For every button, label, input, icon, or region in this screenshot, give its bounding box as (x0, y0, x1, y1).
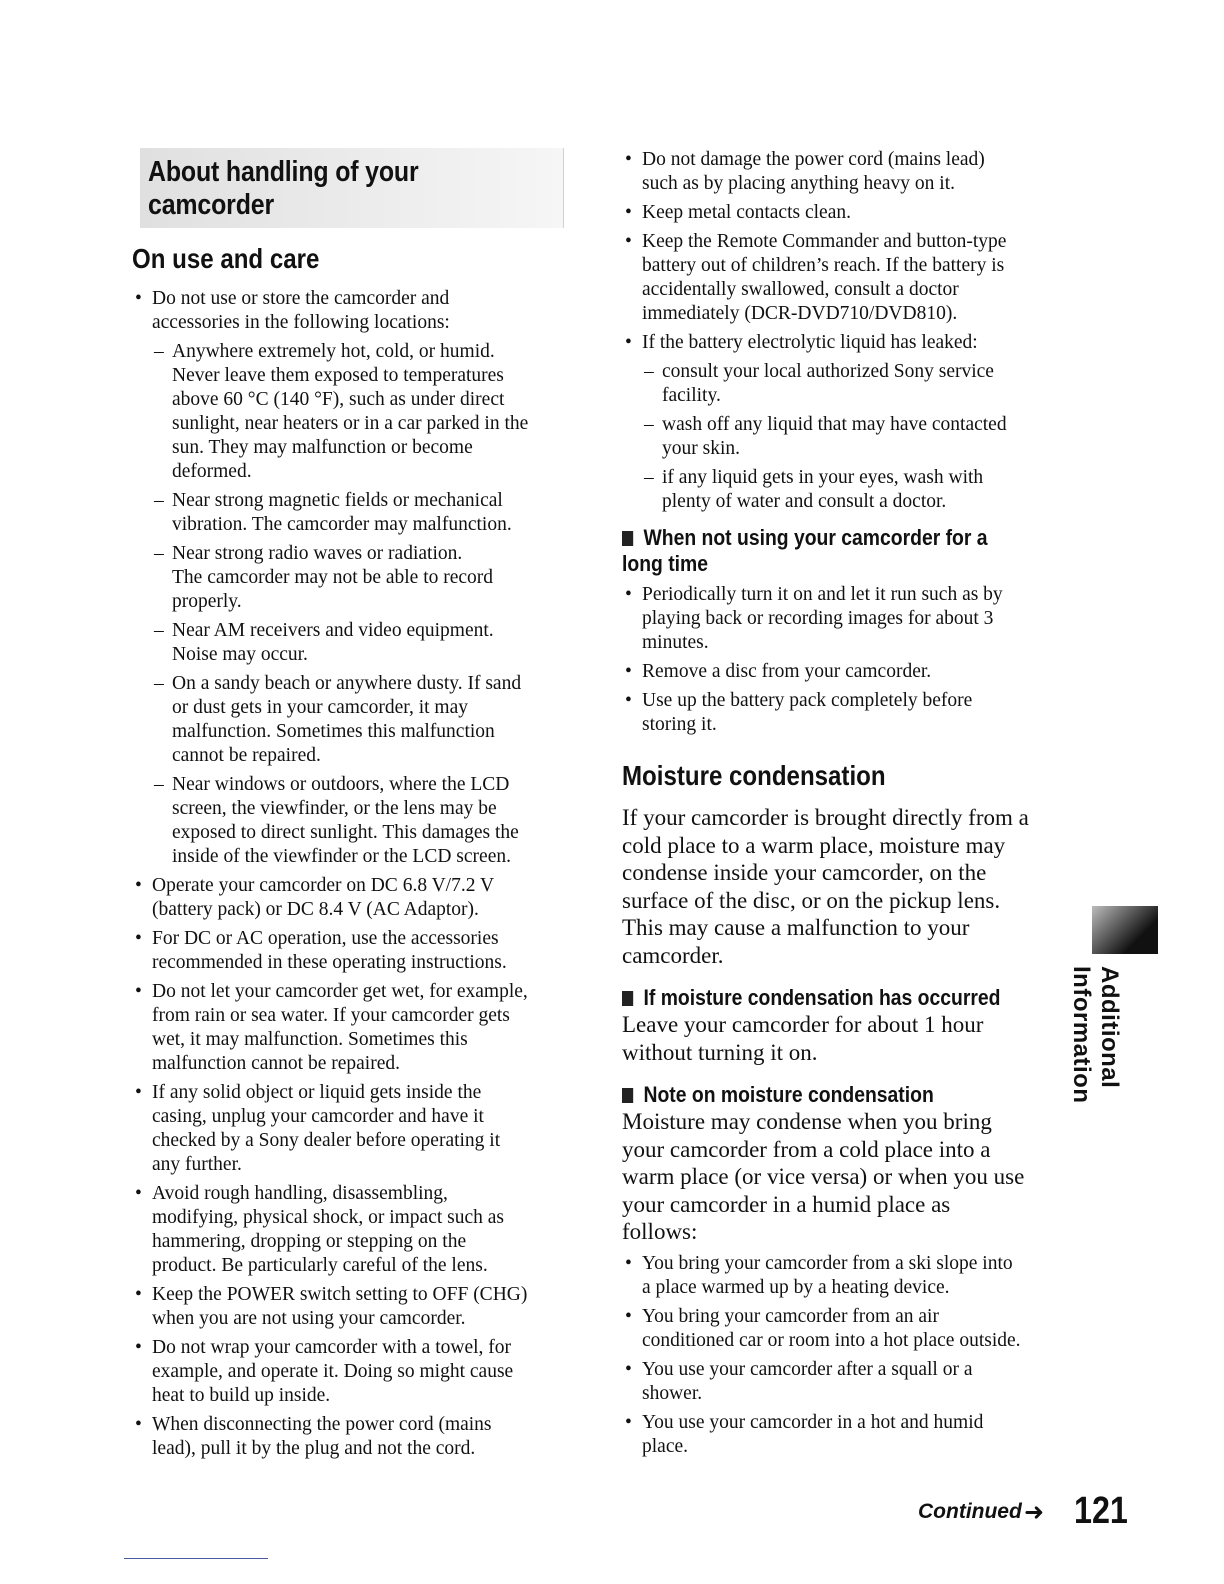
list-item: • When disconnecting the power cord (mains lead), pull it by the plug and not the cord. (132, 1413, 572, 1461)
page-number: 121 (1074, 1490, 1128, 1532)
subheading-use-care: On use and care (132, 243, 320, 274)
arrow-right-icon: ➜ (1024, 1498, 1045, 1526)
list-item: • If any solid object or liquid gets inside the casing, unplug your camcorder and have it checked by a Sony dealer before operating it any further. (132, 1081, 572, 1177)
not-using-list (622, 583, 1062, 737)
section-title: About handling of your camcorder (148, 156, 419, 221)
section-tab-marker (1092, 906, 1158, 954)
left-column (132, 148, 572, 1466)
section-title-box (140, 148, 564, 228)
list-item: • You use your camcorder in a hot and humid place. (622, 1411, 1062, 1459)
care-list (132, 287, 572, 1461)
list-item: • Avoid rough handling, disassembling, modifying, physical shock, or impact such as hammering, dropping or stepping on the product. Be particularly careful of the lens. (132, 1182, 572, 1278)
list-item: – Near windows or outdoors, where the LCD screen, the viewfinder, or the lens may be exposed to direct sunlight. This damages the inside of the viewfinder or the LCD screen. (152, 773, 572, 869)
side-section-label: Additional Information (1068, 966, 1123, 1104)
list-item: • Do not wrap your camcorder with a towel, for example, and operate it. Doing so might cause heat to build up inside. (132, 1336, 572, 1408)
list-item: • Periodically turn it on and let it run such as by playing back or recording images for about 3 minutes. (622, 583, 1062, 655)
occurred-paragraph: Leave your camcorder for about 1 hour without turning it on. (622, 1012, 984, 1065)
list-item: • Operate your camcorder on DC 6.8 V/7.2 V (battery pack) or DC 8.4 V (AC Adaptor). (132, 874, 572, 922)
moisture-paragraph: If your camcorder is brought directly from a cold place to a warm place, moisture may condense inside your camcorder, on the surface of the disc, or on the pickup lens. This may cause a malfunction to your camcorder. (622, 805, 1029, 968)
list-item: – if any liquid gets in your eyes, wash with plenty of water and consult a doctor. (642, 466, 1062, 514)
right-column (622, 148, 1062, 1464)
list-item: • Keep the Remote Commander and button-type battery out of children’s reach. If the battery is accidentally swallowed, consult a doctor immediately (DCR-DVD710/DVD810). (622, 230, 1062, 326)
footer-rule (124, 1558, 268, 1559)
list-item: • If the battery electrolytic liquid has leaked: – consult your local authorized Sony service facility. – wash off any liquid that may have contacted your skin. – if any liquid gets in your eyes, wash with plenty of water and consult a doctor. (622, 331, 1062, 514)
list-item: • Remove a disc from your camcorder. (622, 660, 1062, 684)
leak-list (642, 360, 1062, 514)
square-bullet-icon (622, 1088, 633, 1103)
list-item: • Do not use or store the camcorder and accessories in the following locations: – Anywhere extremely hot, cold, or humid. Never leave them exposed to temperatures above 60 °C (140 °F), such as under direct sunlight, near heaters or in a car parked in the sun. They may malfunction or become deformed. – Near strong magnetic fields or mechanical vibration. The camcorder may malfunction. – Near strong radio waves or radiation. The camcorder may not be able to record properly. – Near AM receivers and video equipment. Noise may occur. – On a sandy beach or anywhere dusty. If sand or dust gets in your camcorder, it may malfunction. Sometimes this malfunction cannot be repaired. – Near windows or outdoors, where the LCD screen, the viewfinder, or the lens may be exposed to direct sunlight. This damages the inside of the viewfinder or the LCD screen. (132, 287, 572, 869)
list-item: • Keep the POWER switch setting to OFF (CHG) when you are not using your camcorder. (132, 1283, 572, 1331)
list-item: • You bring your camcorder from an air conditioned car or room into a hot place outside. (622, 1305, 1062, 1353)
continued-label: Continued (918, 1500, 1022, 1523)
location-list (152, 340, 572, 869)
list-item: • For DC or AC operation, use the accessories recommended in these operating instructions. (132, 927, 572, 975)
list-item: – consult your local authorized Sony service facility. (642, 360, 1062, 408)
note-list (622, 1252, 1062, 1459)
care-list-continued (622, 148, 1062, 514)
list-item: – Near AM receivers and video equipment. Noise may occur. (152, 619, 572, 667)
heading-note: Note on moisture condensation (622, 1082, 1061, 1108)
list-item: – wash off any liquid that may have contacted your skin. (642, 413, 1062, 461)
list-item: • Keep metal contacts clean. (622, 201, 1062, 225)
list-item: – Near strong magnetic fields or mechanical vibration. The camcorder may malfunction. (152, 489, 572, 537)
list-item: • You use your camcorder after a squall or a shower. (622, 1358, 1062, 1406)
list-item: – Anywhere extremely hot, cold, or humid. Never leave them exposed to temperatures above 60 °C (140 °F), such as under direct sunlight, near heaters or in a car parked in the sun. They may malfunction or become deformed. (152, 340, 572, 484)
note-paragraph: Moisture may condense when you bring your camcorder from a cold place into a warm place (or vice versa) or when you use your camcorder in a humid place as follows: (622, 1109, 1025, 1244)
list-item: – On a sandy beach or anywhere dusty. If sand or dust gets in your camcorder, it may malfunction. Sometimes this malfunction cannot be repaired. (152, 672, 572, 768)
heading-not-using: When not using your camcorder for a long time (622, 525, 988, 576)
square-bullet-icon (622, 531, 633, 546)
list-item: • Do not let your camcorder get wet, for example, from rain or sea water. If your camcorder gets wet, it may malfunction. Sometimes this malfunction cannot be repaired. (132, 980, 572, 1076)
list-item: • Do not damage the power cord (mains lead) such as by placing anything heavy on it. (622, 148, 1062, 196)
heading-occurred: If moisture condensation has occurred (622, 985, 1061, 1011)
heading-moisture: Moisture condensation (622, 760, 886, 791)
list-item: • Use up the battery pack completely before storing it. (622, 689, 1062, 737)
square-bullet-icon (622, 991, 633, 1006)
list-item: – Near strong radio waves or radiation. The camcorder may not be able to record properly. (152, 542, 572, 614)
list-item: • You bring your camcorder from a ski slope into a place warmed up by a heating device. (622, 1252, 1062, 1300)
